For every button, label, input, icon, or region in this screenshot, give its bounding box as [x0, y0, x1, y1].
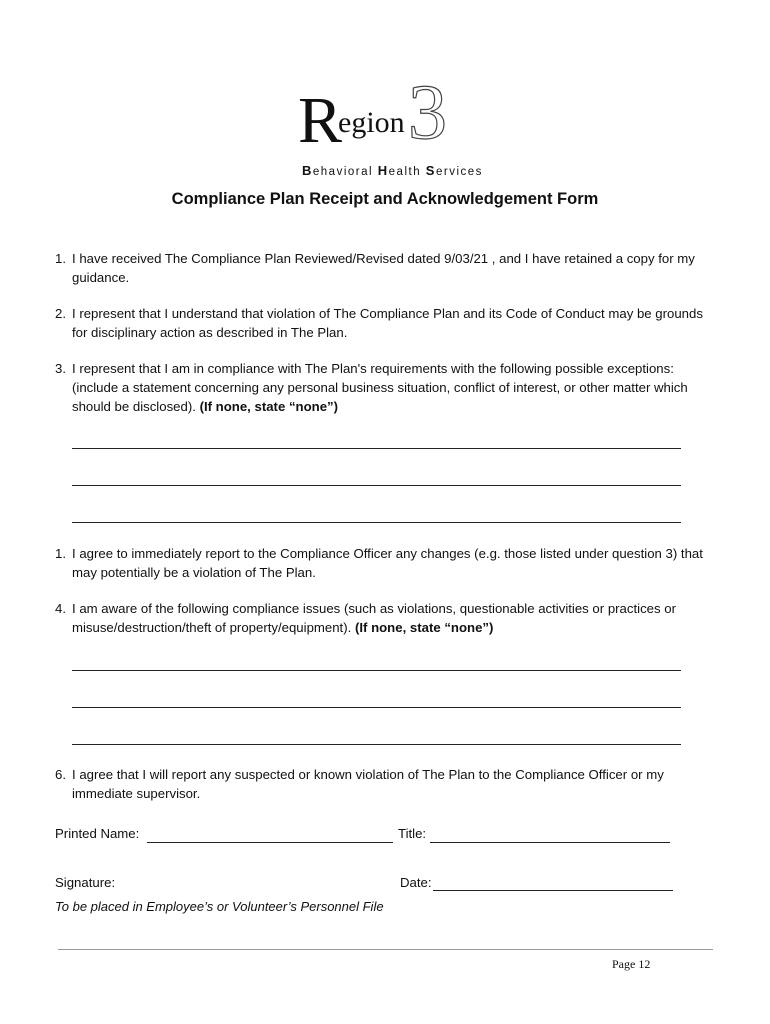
logo-word: egion — [338, 106, 405, 139]
title-field[interactable] — [430, 842, 670, 843]
item-bold-note: (If none, state “none”) — [199, 399, 339, 414]
item-text: I represent that I understand that violation of The Compliance Plan and its Code of Conduct may be grounds for disciplinary action as described in The Plan. — [72, 306, 703, 340]
answer-line[interactable] — [72, 448, 681, 449]
statement-item — [55, 359, 715, 416]
item-text: I agree to immediately report to the Compliance Officer any changes (e.g. those listed under question 3) that may potentially be a violation of The Plan. — [72, 546, 703, 580]
statement-item — [55, 249, 715, 287]
answer-line[interactable] — [72, 522, 681, 523]
logo-subtitle: Behavioral Health Services — [302, 163, 483, 178]
logo-initial: R — [298, 84, 343, 157]
footer-divider — [58, 949, 713, 950]
answer-line[interactable] — [72, 485, 681, 486]
answer-line[interactable] — [72, 670, 681, 671]
item-number: 1. — [55, 251, 66, 266]
item-number: 3. — [55, 361, 66, 376]
item-text: I agree that I will report any suspected or known violation of The Plan to the Compliance Officer or my immediate supervisor. — [72, 767, 664, 801]
date-label: Date: — [400, 875, 432, 890]
page-number: Page 12 — [612, 957, 651, 971]
item-number: 4. — [55, 601, 66, 616]
statement-item — [55, 765, 715, 803]
printed-name-label: Printed Name: — [55, 826, 140, 841]
item-text: I have received The Compliance Plan Reviewed/Revised dated 9/03/21 , and I have retained a copy for my guidance. — [72, 251, 695, 285]
statement-item — [55, 599, 715, 637]
answer-line[interactable] — [72, 707, 681, 708]
answer-line[interactable] — [72, 744, 681, 745]
item-text: I represent that I am in compliance with The Plan's requirements with the following possible exceptions: (include a statement concerning any personal business situation, conflict of interest, or other matter which should be disclosed). — [72, 361, 688, 414]
form-title: Compliance Plan Receipt and Acknowledgement Form — [171, 190, 599, 208]
date-field[interactable] — [433, 890, 673, 891]
personnel-file-note: To be placed in Employee’s or Volunteer’s Personnel File — [55, 899, 384, 914]
statement-item — [55, 544, 715, 582]
statement-item — [55, 304, 715, 342]
item-number: 2. — [55, 306, 66, 321]
signature-label: Signature: — [55, 875, 116, 890]
item-number: 6. — [55, 767, 66, 782]
item-text: I am aware of the following compliance issues (such as violations, questionable activities or practices or misuse/destruction/theft of property/equipment). — [72, 601, 676, 635]
printed-name-field[interactable] — [147, 842, 393, 843]
logo-number: 3 — [408, 80, 447, 155]
title-label: Title: — [398, 826, 427, 841]
item-bold-note: (If none, state “none”) — [354, 620, 494, 635]
item-number: 1. — [55, 546, 66, 561]
